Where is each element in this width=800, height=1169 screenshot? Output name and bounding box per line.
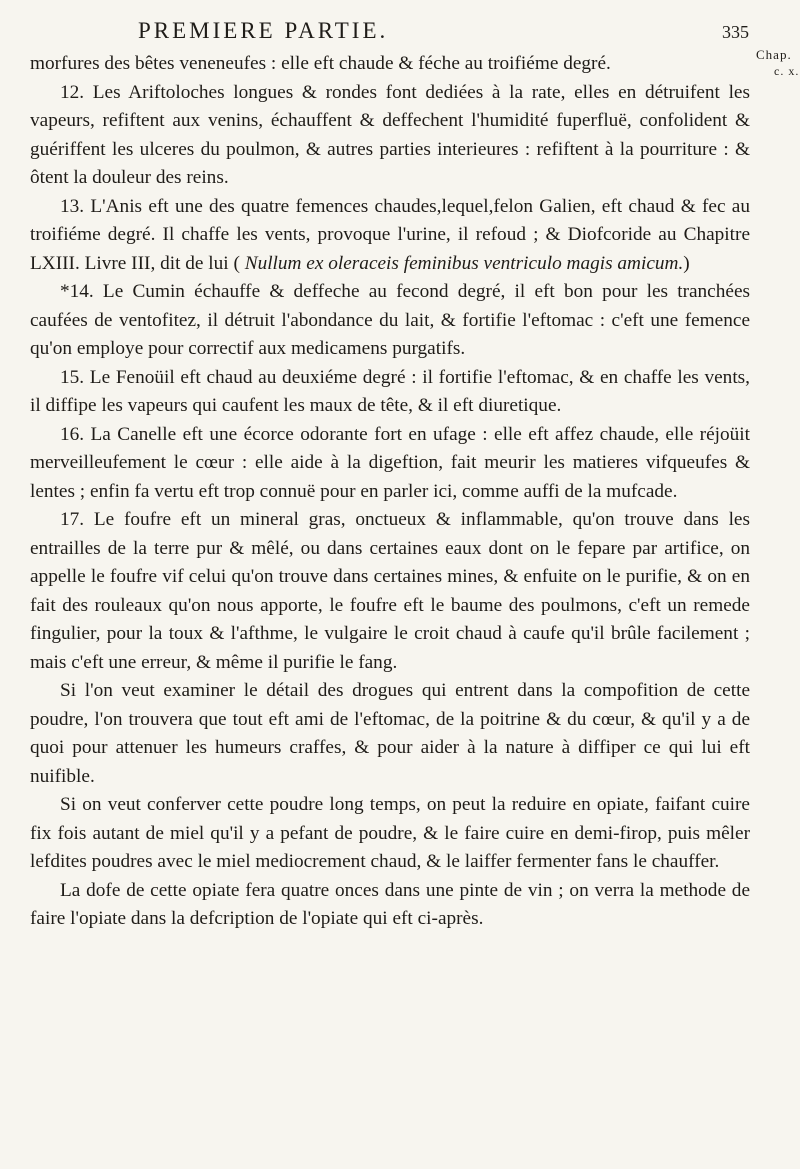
paragraph-opiate [30,791,750,877]
margin-note-number: c. x. [774,64,800,78]
paragraph-16 [30,421,750,507]
page-number: 335 [722,22,749,42]
running-head: PREMIERE PARTIE. [138,18,389,43]
page-header [0,14,800,54]
latin-quote: Nullum ex oleraceis feminibus ventriculo magis amicum. [244,252,684,274]
body-text [30,50,750,934]
paragraph-dose [30,877,750,934]
paragraph-12 [30,79,750,193]
paragraph-13 [30,193,750,279]
paragraph-17 [30,506,750,677]
paragraph-text: *14. Le Cumin échauffe & deffeche au fecond degré, il eft bon pour les tranchées caufées de ventofitez, il détruit l'abondance du lait, & fortifie l'eftomac : c'eft une femence qu'on employe pour correctif aux medicamens purgatifs. [30,281,750,359]
paragraph-text: Si on veut conferver cette poudre long temps, on peut la reduire en opiate, faifant cuire fix fois autant de miel qu'il y a pefant de poudre, & le faire cuire en demi-firop, puis mêler lefdites poudres avec le miel mediocrement chaud, & le laiffer fermenter fans le chauffer. [30,794,750,872]
paragraph-text: 17. Le foufre eft un mineral gras, onctueux & inflammable, qu'on trouve dans les entrailles de la terre pur & mêlé, ou dans certaines eaux dont on le fepare par artifice, on appelle le foufre vif celui qu'on trouve dans certaines mines, & enfuite on le purifie, & on en fait des rouleaux qu'on nous apporte, le foufre eft le baume des poulmons, c'eft un remede fingulier, pour la toux & l'afthme, le vulgaire le croit chaud à caufe qu'il brûle facilement ; mais c'eft une erreur, & même il purifie le fang. [30,509,750,673]
paragraph-text: 12. Les Ariftoloches longues & rondes font dediées à la rate, elles en détruifent les vapeurs, refiftent aux venins, échauffent & deffechent l'humidité fuperfluë, confolident & guériffent les ulceres du poulmon, & autres parties interieures : refiftent à la pourriture : & ôtent la douleur des reins. [30,81,750,188]
paragraph-text: La dofe de cette opiate fera quatre onces dans une pinte de vin ; on verra la methode de faire l'opiate dans la defcription de l'opiate qui eft ci-après. [30,879,750,929]
paragraph-text: 13. L'Anis eft une des quatre femences chaudes,lequel,felon Galien, eft chaud & fec au troifiéme degré. Il chaffe les vents, provoque l'urine, il refoud ; & Diofcoride au Chapitre LXIII. Livre III, dit de lui ( [30,195,750,274]
paragraph-text-end: ) [683,252,690,274]
paragraph-text: morfures des bêtes veneneufes : elle eft chaude & féche au troifiéme degré. [30,53,611,74]
paragraph-continuation [30,50,750,79]
paragraph-15 [30,364,750,421]
paragraph-text: 15. Le Fenoüil eft chaud au deuxiéme degré : il fortifie l'eftomac, & en chaffe les vents, il diffipe les vapeurs qui caufent les maux de tête, & il eft diuretique. [30,366,750,416]
margin-note [756,47,800,79]
paragraph-text: 16. La Canelle eft une écorce odorante fort en ufage : elle eft affez chaude, elle réjoüit merveilleufement le cœur : elle aide à la digeftion, fait meurir les matieres vifqueufes & lentes ; enfin fa vertu eft trop connuë pour en parler ici, comme auffi de la mufcade. [30,423,750,502]
paragraph-text: Si l'on veut examiner le détail des drogues qui entrent dans la compofition de cette poudre, l'on trouvera que tout eft ami de l'eftomac, de la poitrine & du cœur, & qu'il y a de quoi pour attenuer les humeurs craffes, & pour aider à la nature à diffiper ce qui lui eft nuifible. [30,680,750,787]
margin-note-chapter: Chap. [756,47,792,62]
paragraph-drug-details [30,677,750,791]
paragraph-14 [30,278,750,364]
